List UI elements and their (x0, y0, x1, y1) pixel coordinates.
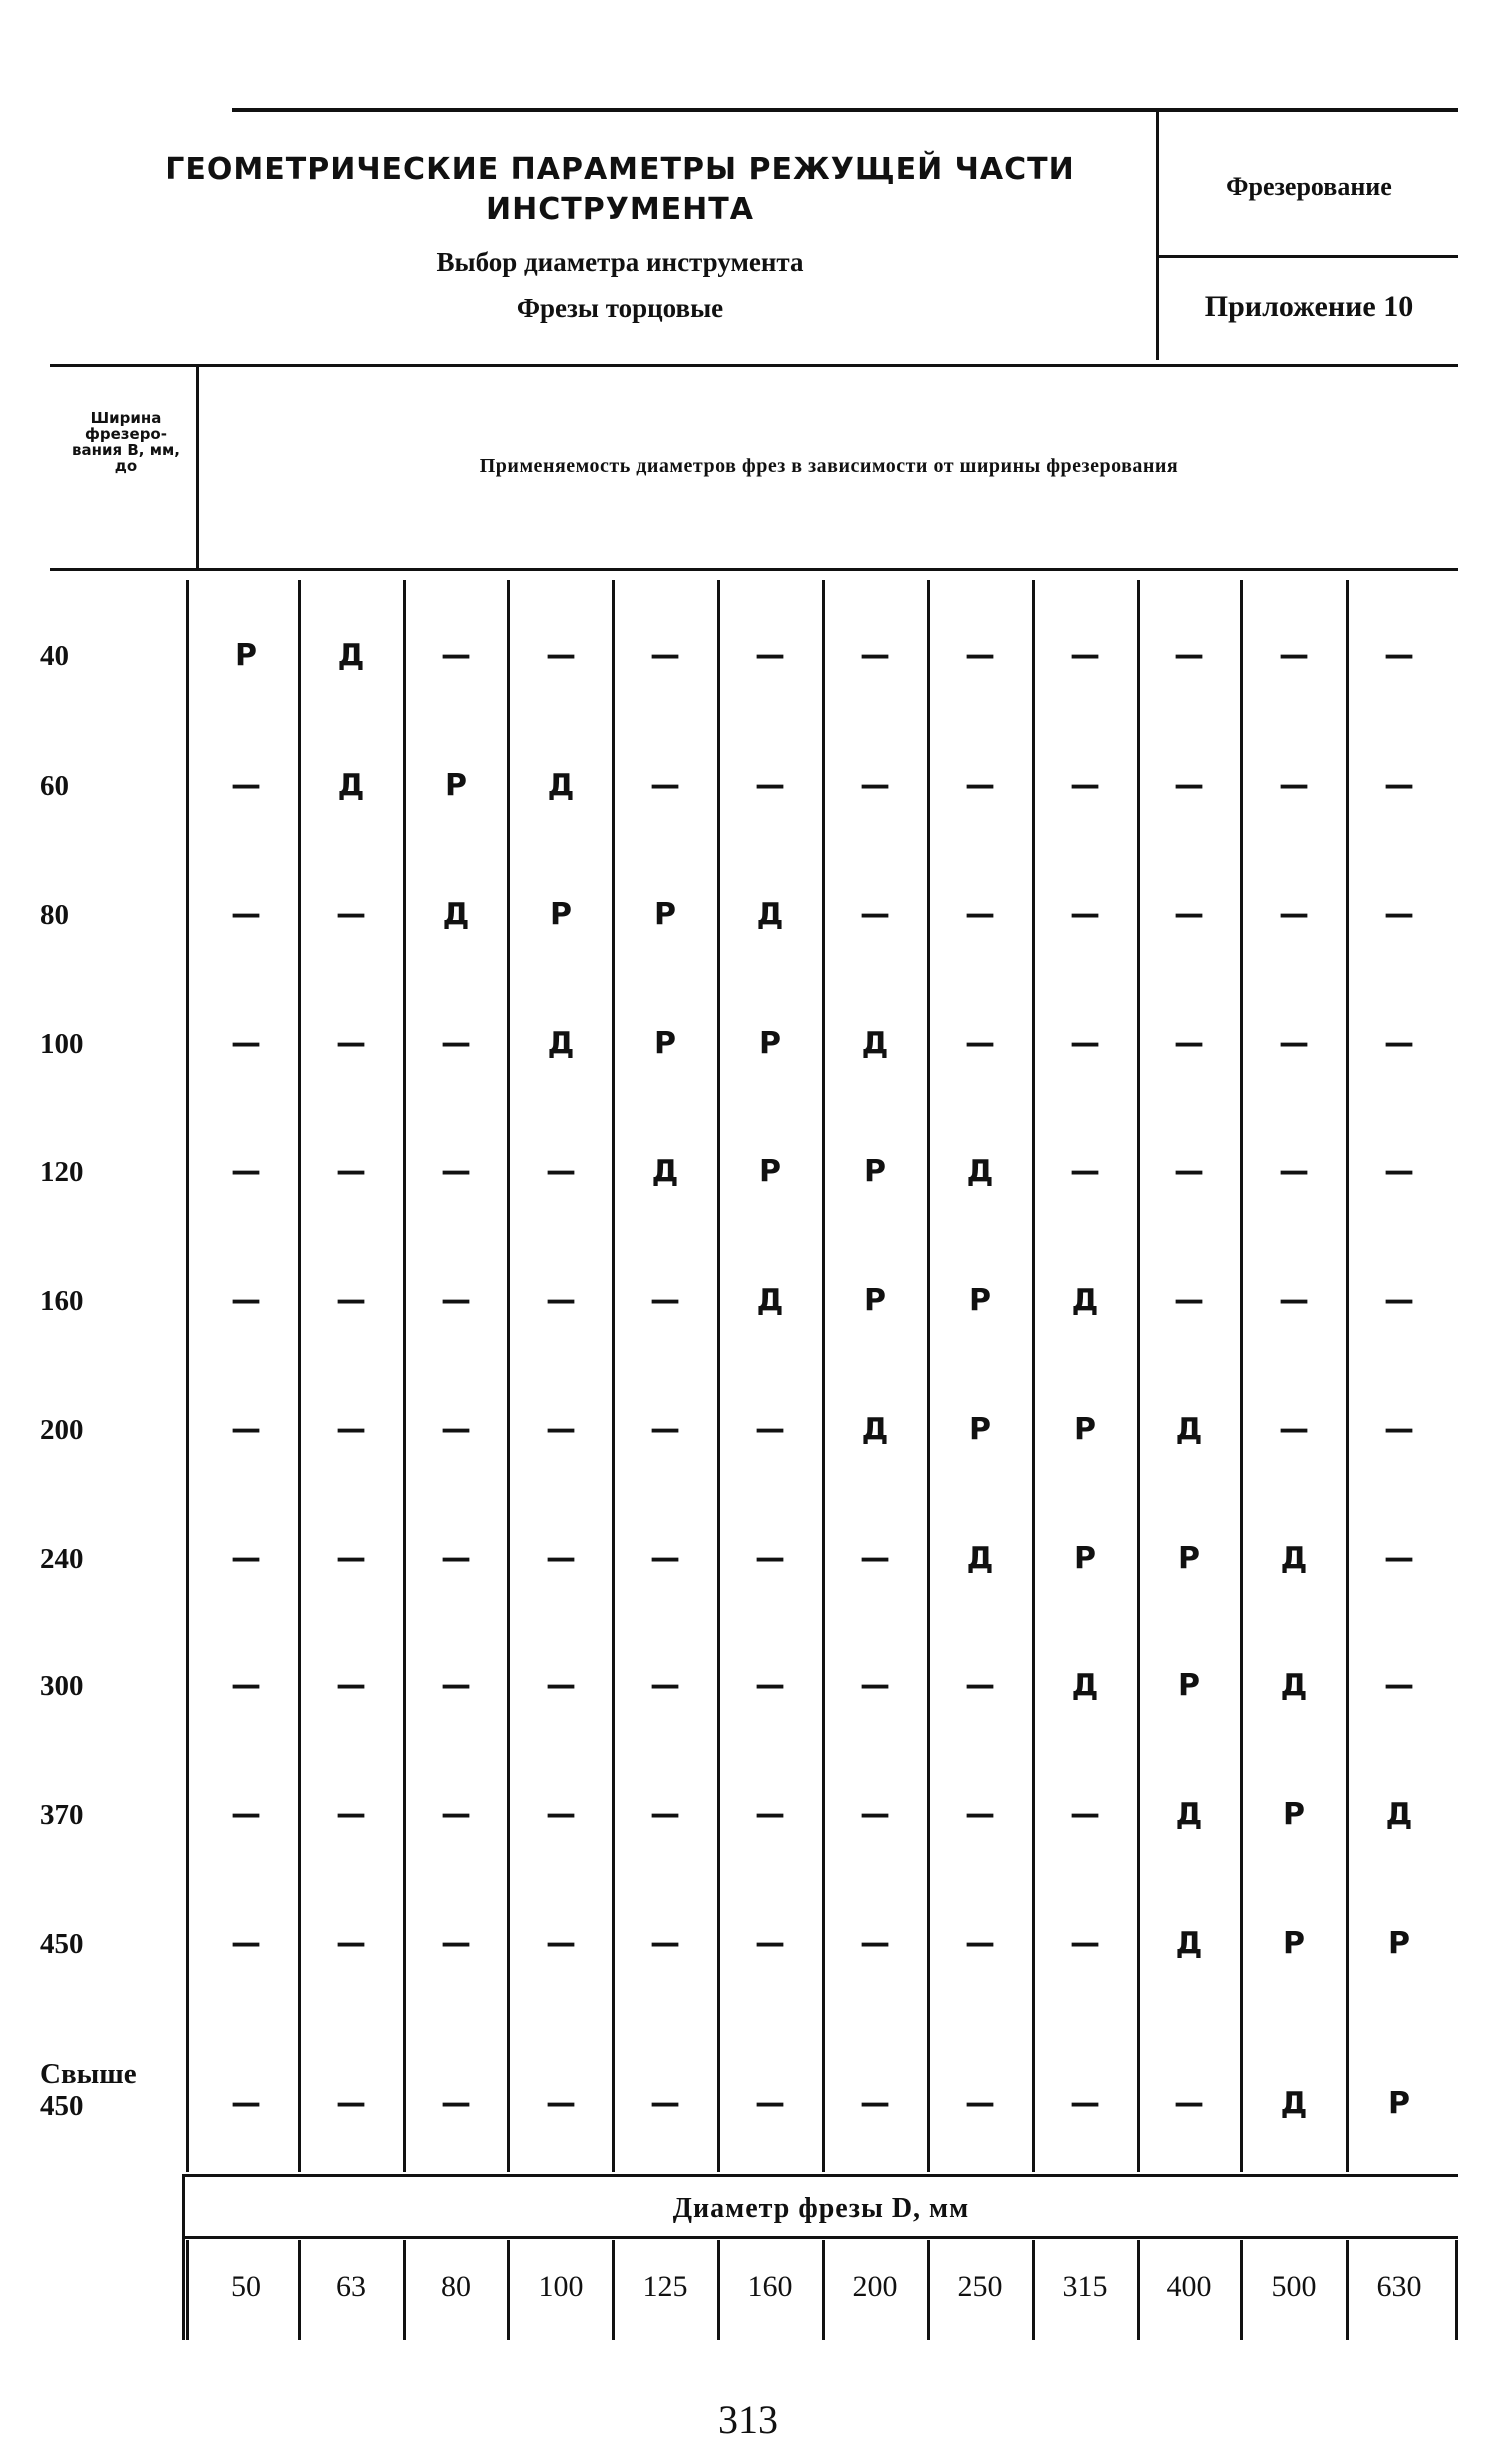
table-header-rule (50, 568, 1458, 571)
table-cell: Р (1283, 1797, 1305, 1832)
row-header: Ширина фрезеро-вания B, мм, до (72, 409, 180, 475)
table-cell: Р (1283, 1926, 1305, 1961)
row-label: 160 (40, 1285, 84, 1317)
diameter-value: 250 (957, 2270, 1003, 2303)
table-cell: — (231, 1668, 261, 1703)
table-cell: Д (1175, 1412, 1203, 1447)
table-cell: — (546, 1541, 576, 1576)
table-cell: — (965, 2086, 995, 2121)
diameter-value: 315 (1062, 2270, 1108, 2303)
table-cell: — (546, 1412, 576, 1447)
table-cell: — (755, 638, 785, 673)
table-cell: — (965, 768, 995, 803)
table-cell: — (546, 1668, 576, 1703)
table-cell: Д (1280, 1541, 1308, 1576)
table-top-rule (50, 364, 1458, 367)
row-label: Свыше 450 (40, 2058, 137, 2122)
column-rule (186, 580, 189, 2172)
table-cell: — (441, 1283, 471, 1318)
table-cell: — (1384, 1412, 1414, 1447)
table-cell: Д (1071, 1668, 1099, 1703)
diameter-value: 630 (1376, 2270, 1422, 2303)
table-cell: — (1279, 638, 1309, 673)
table-cell: — (1174, 897, 1204, 932)
table-cell: Р (654, 897, 676, 932)
table-cell: — (546, 1797, 576, 1832)
row-label: 120 (40, 1156, 84, 1188)
table-cell: — (1279, 768, 1309, 803)
table-cell: — (860, 897, 890, 932)
table-cell: Р (864, 1154, 886, 1189)
table-cell: — (441, 1541, 471, 1576)
table-cell: — (755, 1541, 785, 1576)
table-cell: — (336, 1541, 366, 1576)
table-cell: — (650, 1797, 680, 1832)
table-cell: — (231, 1283, 261, 1318)
table-cell: — (860, 1926, 890, 1961)
document-subtitle: Выбор диаметра инструмента (436, 247, 804, 277)
row-label: 300 (40, 1670, 84, 1702)
header-right-rule (1158, 255, 1458, 258)
table-cell: — (965, 638, 995, 673)
table-cell: Р (1074, 1541, 1096, 1576)
table-cell: — (336, 1154, 366, 1189)
table-cell: Р (235, 638, 257, 673)
table-cell: Д (651, 1154, 679, 1189)
table-cell: — (1070, 1797, 1100, 1832)
table-cell: Д (442, 897, 470, 932)
table-cell: Д (547, 768, 575, 803)
diameter-value: 160 (747, 2270, 793, 2303)
table-cell: — (1070, 1154, 1100, 1189)
diameter-title: Диаметр фрезы D, мм (672, 2193, 970, 2224)
table-cell: — (860, 2086, 890, 2121)
diameter-value: 125 (642, 2270, 688, 2303)
row-label: 40 (40, 640, 69, 672)
page-number: 313 (718, 2397, 778, 2442)
table-cell: — (1279, 1412, 1309, 1447)
table-cell: Д (861, 1412, 889, 1447)
table-cell: — (860, 768, 890, 803)
row-label: 240 (40, 1543, 84, 1575)
diameter-column-rule (1455, 2240, 1458, 2340)
table-cell: — (546, 1926, 576, 1961)
table-cell: — (1070, 638, 1100, 673)
table-cell: — (336, 1026, 366, 1061)
table-cell: — (650, 638, 680, 673)
diameter-value: 80 (441, 2270, 471, 2303)
header-vertical-rule (1156, 112, 1159, 360)
row-label: 200 (40, 1414, 84, 1446)
diameter-value: 500 (1271, 2270, 1317, 2303)
table-cell: — (546, 638, 576, 673)
table-cell: — (231, 1026, 261, 1061)
table-cell: — (1384, 638, 1414, 673)
table-cell: Д (1280, 2086, 1308, 2121)
table-cell: — (755, 1412, 785, 1447)
table-cell: — (441, 1412, 471, 1447)
table-cell: Р (445, 768, 467, 803)
diameter-column-rule (186, 2240, 189, 2340)
table-cell: — (546, 1283, 576, 1318)
table-cell: — (965, 1026, 995, 1061)
table-cell: — (755, 1926, 785, 1961)
table-cell: — (1174, 1283, 1204, 1318)
table-bottom-rule (182, 2174, 1458, 2177)
table-cell: — (1279, 1026, 1309, 1061)
table-cell: Р (1388, 2086, 1410, 2121)
table-cell: — (336, 1926, 366, 1961)
table-cell: — (755, 1668, 785, 1703)
table-cell: Д (547, 1026, 575, 1061)
diameter-value: 100 (538, 2270, 584, 2303)
row-label: 450 (40, 1928, 84, 1960)
table-cell: Р (969, 1283, 991, 1318)
table-cell: — (965, 897, 995, 932)
table-cell: Р (1178, 1541, 1200, 1576)
table-cell: — (860, 1668, 890, 1703)
table-cell: — (650, 1668, 680, 1703)
table-cell: — (441, 1026, 471, 1061)
table-cell: — (1070, 1926, 1100, 1961)
table-cell: Р (654, 1026, 676, 1061)
table-cell: Р (550, 897, 572, 932)
table-cell: — (1384, 897, 1414, 932)
table-cell: — (1279, 1154, 1309, 1189)
table-cell: — (860, 1797, 890, 1832)
diameter-value: 50 (231, 2270, 261, 2303)
table-cell: — (231, 1412, 261, 1447)
table-cell: — (336, 1412, 366, 1447)
document-subtitle-2: Фрезы торцовые (516, 293, 724, 323)
table-cell: — (650, 768, 680, 803)
table-cell: — (546, 2086, 576, 2121)
table-cell: Р (759, 1154, 781, 1189)
diameter-value: 63 (336, 2270, 366, 2303)
row-label: 100 (40, 1028, 84, 1060)
row-label: 370 (40, 1799, 84, 1831)
table-cell: Д (756, 897, 784, 932)
table-cell: — (650, 1541, 680, 1576)
table-cell: Р (1178, 1668, 1200, 1703)
document-title: ГЕОМЕТРИЧЕСКИЕ ПАРАМЕТРЫ РЕЖУЩЕЙ ЧАСТИ ИНСТРУМЕНТА (165, 152, 1075, 227)
diameter-title-rule (182, 2236, 1458, 2239)
table-cell: Р (864, 1283, 886, 1318)
table-cell: — (1279, 897, 1309, 932)
table-cell: — (1174, 1026, 1204, 1061)
table-cell: — (231, 1541, 261, 1576)
table-cell: — (336, 1797, 366, 1832)
table-cell: — (1174, 2086, 1204, 2121)
table-cell: — (1070, 1026, 1100, 1061)
table-cell: — (441, 2086, 471, 2121)
column-header: Применяемость диаметров фрез в зависимости от ширины фрезерования (479, 455, 1179, 477)
table-cell: — (546, 1154, 576, 1189)
table-cell: Д (1175, 1926, 1203, 1961)
table-cell: — (1070, 2086, 1100, 2121)
table-cell: — (231, 1797, 261, 1832)
table-cell: — (336, 1668, 366, 1703)
table-cell: Д (1175, 1797, 1203, 1832)
table-cell: — (1384, 768, 1414, 803)
table-cell: — (1070, 897, 1100, 932)
row-label: 60 (40, 770, 69, 802)
table-cell: — (965, 1926, 995, 1961)
table-cell: Д (966, 1541, 994, 1576)
table-cell: — (441, 1154, 471, 1189)
table-cell: — (1279, 1283, 1309, 1318)
table-cell: — (965, 1668, 995, 1703)
table-cell: — (231, 768, 261, 803)
table-cell: — (1384, 1541, 1414, 1576)
table-cell: — (336, 897, 366, 932)
table-cell: — (1384, 1154, 1414, 1189)
table-cell: Д (1071, 1283, 1099, 1318)
table-cell: — (650, 1412, 680, 1447)
table-cell: — (231, 1926, 261, 1961)
table-cell: — (860, 638, 890, 673)
table-cell: — (441, 1797, 471, 1832)
table-cell: Д (1280, 1668, 1308, 1703)
table-cell: — (231, 897, 261, 932)
table-cell: — (650, 1926, 680, 1961)
table-cell: — (336, 2086, 366, 2121)
table-cell: — (755, 2086, 785, 2121)
header-column-rule (196, 364, 199, 570)
table-cell: — (1384, 1026, 1414, 1061)
table-cell: Д (337, 768, 365, 803)
table-cell: — (965, 1797, 995, 1832)
section-name: Фрезерование (1226, 172, 1392, 201)
table-cell: Д (966, 1154, 994, 1189)
table-cell: — (650, 2086, 680, 2121)
table-cell: — (755, 768, 785, 803)
table-cell: — (1174, 1154, 1204, 1189)
table-cell: — (441, 1926, 471, 1961)
table-cell: Д (861, 1026, 889, 1061)
table-cell: — (1174, 768, 1204, 803)
table-cell: Д (756, 1283, 784, 1318)
table-cell: — (755, 1797, 785, 1832)
table-cell: — (231, 1154, 261, 1189)
table-cell: — (650, 1283, 680, 1318)
table-cell: Р (759, 1026, 781, 1061)
row-label: 80 (40, 899, 69, 931)
table-cell: Д (337, 638, 365, 673)
table-cell: Р (1388, 1926, 1410, 1961)
table-cell: — (336, 1283, 366, 1318)
header-top-rule (232, 108, 1458, 112)
diameter-left-rule (182, 2176, 185, 2340)
diameter-value: 400 (1166, 2270, 1212, 2303)
table-cell: Р (1074, 1412, 1096, 1447)
table-cell: — (441, 638, 471, 673)
table-cell: — (1070, 768, 1100, 803)
table-cell: — (860, 1541, 890, 1576)
table-cell: — (1174, 638, 1204, 673)
table-cell: Р (969, 1412, 991, 1447)
table-cell: — (231, 2086, 261, 2121)
appendix-label: Приложение 10 (1204, 290, 1414, 323)
diameter-value: 200 (852, 2270, 898, 2303)
table-cell: — (441, 1668, 471, 1703)
table-cell: — (1384, 1668, 1414, 1703)
table-cell: — (1384, 1283, 1414, 1318)
table-cell: Д (1385, 1797, 1413, 1832)
